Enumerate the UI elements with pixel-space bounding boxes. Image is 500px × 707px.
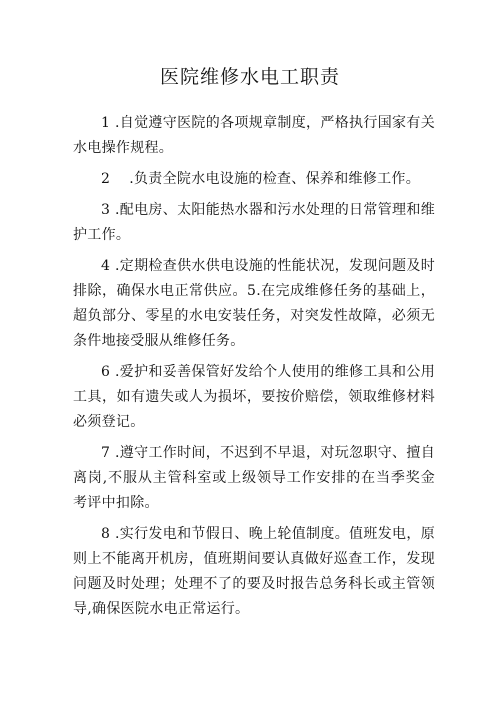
duty-item-7: 7 .遵守工作时间，不迟到不早退，对玩忽职守、擅自离岗,不服从主管科室或上级领导工作安排的在当季奖金考评中扣除。 bbox=[73, 445, 435, 511]
document-body bbox=[73, 111, 435, 628]
duty-item-4: 4 .定期检查供水供电设施的性能状况，发现问题及时排除，确保水电正常供应。5.在完成维修任务的基础上，超负部分、零星的水电安装任务，对突发性故障，必须无条件地接受服从维修任务。 bbox=[73, 258, 435, 349]
duty-item-3: 3 .配电房、太阳能热水器和污水处理的日常管理和维护工作。 bbox=[73, 202, 435, 243]
duty-item-8: 8 .实行发电和节假日、晚上轮值制度。值班发电，原则上不能离开机房，值班期间要认真做好巡查工作，发现问题及时处理；处理不了的要及时报告总务科长或主管领导,确保医院水电正常运行。 bbox=[73, 526, 435, 617]
duty-item-2: 2 .负责全院水电设施的检查、保养和维修工作。 bbox=[101, 171, 421, 187]
duty-item-6: 6 .爱护和妥善保管好发给个人使用的维修工具和公用工具，如有遗失或人为损坏，要按价赔偿，领取维修材料必须登记。 bbox=[73, 364, 435, 430]
duty-item-1: 1 .自觉遵守医院的各项规章制度，严格执行国家有关水电操作规程。 bbox=[73, 115, 435, 156]
document-title: 医院维修水电工职责 bbox=[159, 66, 340, 88]
